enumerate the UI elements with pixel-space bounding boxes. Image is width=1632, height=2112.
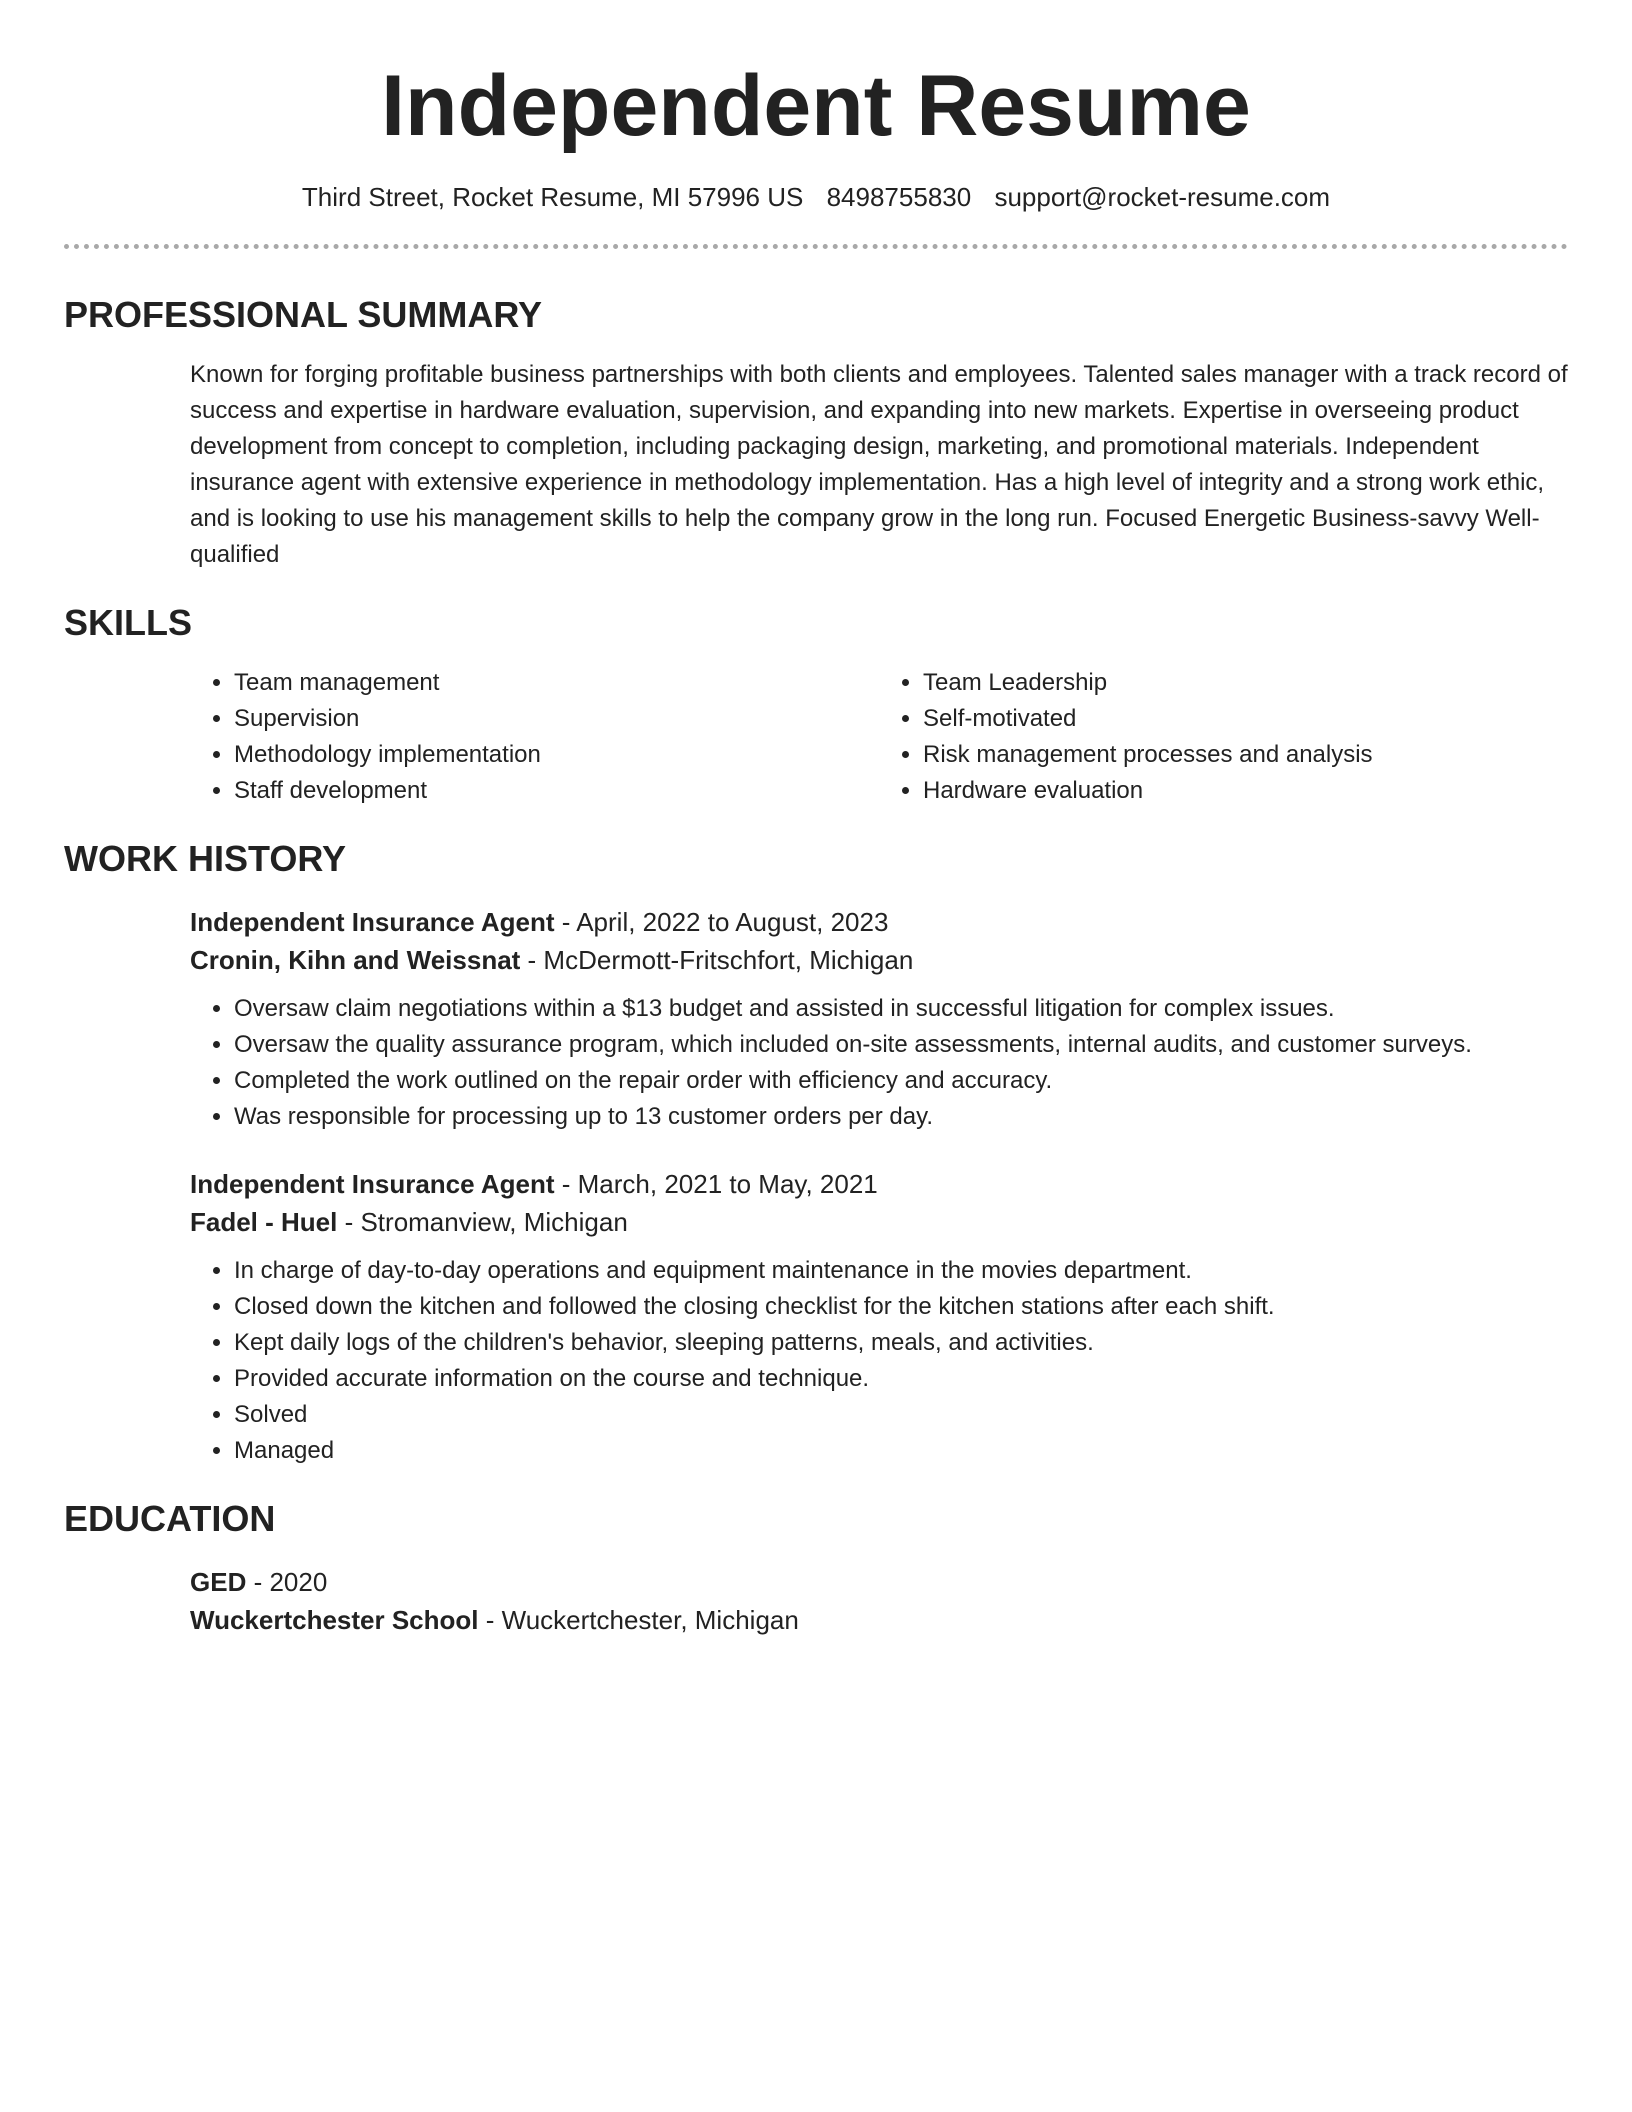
job-company-line: [190, 1203, 1568, 1241]
skill-item: • Team management: [234, 665, 879, 701]
job-title-line: [190, 1165, 1568, 1203]
contact-phone: 8498755830: [826, 182, 972, 212]
job-company: Fadel - Huel: [190, 1207, 338, 1237]
skills-list: [190, 665, 1568, 809]
skill-item: • Team Leadership: [923, 665, 1568, 701]
skills-column-left: [190, 665, 879, 809]
job-bullet: • Provided accurate information on the course and technique.: [234, 1361, 1568, 1397]
education-entry: [190, 1563, 1568, 1639]
job-entry: [190, 903, 1568, 1135]
education-year: - 2020: [246, 1567, 328, 1597]
contact-line: [64, 180, 1568, 214]
skill-item: • Staff development: [234, 773, 879, 809]
skill-item: • Hardware evaluation: [923, 773, 1568, 809]
skill-item: • Methodology implementation: [234, 737, 879, 773]
job-bullet: • Solved: [234, 1397, 1568, 1433]
education-location: - Wuckertchester, Michigan: [478, 1605, 799, 1635]
job-position: Independent Insurance Agent: [190, 1169, 555, 1199]
job-entry: [190, 1165, 1568, 1469]
job-location: - McDermott-Fritschfort, Michigan: [520, 945, 914, 975]
contact-email: support@rocket-resume.com: [994, 182, 1331, 212]
resume-name: Independent Resume: [381, 58, 1251, 154]
summary-text: Known for forging profitable business partnerships with both clients and employees. Talented sales manager with a track record of success and expertise in hardware evaluation, supervision, and expanding into new markets. Expertise in overseeing product development from concept to completion, including packaging design, marketing, and promotional materials. Independent insurance agent with extensive experience in methodology implementation. Has a high level of integrity and a strong work ethic, and is looking to use his management skills to help the company grow in the long run. Focused Energetic Business-savvy Well-qualified: [190, 361, 1568, 568]
summary-heading: PROFESSIONAL SUMMARY: [64, 294, 543, 335]
job-bullets: [190, 1253, 1568, 1469]
job-bullets: [190, 991, 1568, 1135]
job-dates: - March, 2021 to May, 2021: [554, 1169, 878, 1199]
education-heading: EDUCATION: [64, 1498, 276, 1539]
skills-column-right: [879, 665, 1568, 809]
job-bullet: • Was responsible for processing up to 13 customer orders per day.: [234, 1099, 1568, 1135]
job-bullet: • Managed: [234, 1433, 1568, 1469]
education-degree: GED: [190, 1567, 247, 1597]
header-divider: [64, 244, 1568, 249]
skill-item: • Risk management processes and analysis: [923, 737, 1568, 773]
job-bullet: • Oversaw claim negotiations within a $13 budget and assisted in successful litigation for complex issues.: [234, 991, 1568, 1027]
skill-item: • Supervision: [234, 701, 879, 737]
job-bullet: • Oversaw the quality assurance program, which included on-site assessments, internal audits, and customer surveys.: [234, 1027, 1568, 1063]
job-company-line: [190, 941, 1568, 979]
job-location: - Stromanview, Michigan: [337, 1207, 628, 1237]
job-bullet: • Kept daily logs of the children's behavior, sleeping patterns, meals, and activities.: [234, 1325, 1568, 1361]
job-title-line: [190, 903, 1568, 941]
education-school: Wuckertchester School: [190, 1605, 479, 1635]
job-position: Independent Insurance Agent: [190, 907, 555, 937]
job-company: Cronin, Kihn and Weissnat: [190, 945, 521, 975]
education-school-line: [190, 1601, 1568, 1639]
contact-address: Third Street, Rocket Resume, MI 57996 US: [301, 182, 804, 212]
job-dates: - April, 2022 to August, 2023: [554, 907, 889, 937]
skills-heading: SKILLS: [64, 602, 193, 643]
skill-item: • Self-motivated: [923, 701, 1568, 737]
education-degree-line: [190, 1563, 1568, 1601]
work-history-heading: WORK HISTORY: [64, 838, 347, 879]
job-bullet: • In charge of day-to-day operations and equipment maintenance in the movies department.: [234, 1253, 1568, 1289]
job-bullet: • Completed the work outlined on the repair order with efficiency and accuracy.: [234, 1063, 1568, 1099]
job-bullet: • Closed down the kitchen and followed the closing checklist for the kitchen stations after each shift.: [234, 1289, 1568, 1325]
